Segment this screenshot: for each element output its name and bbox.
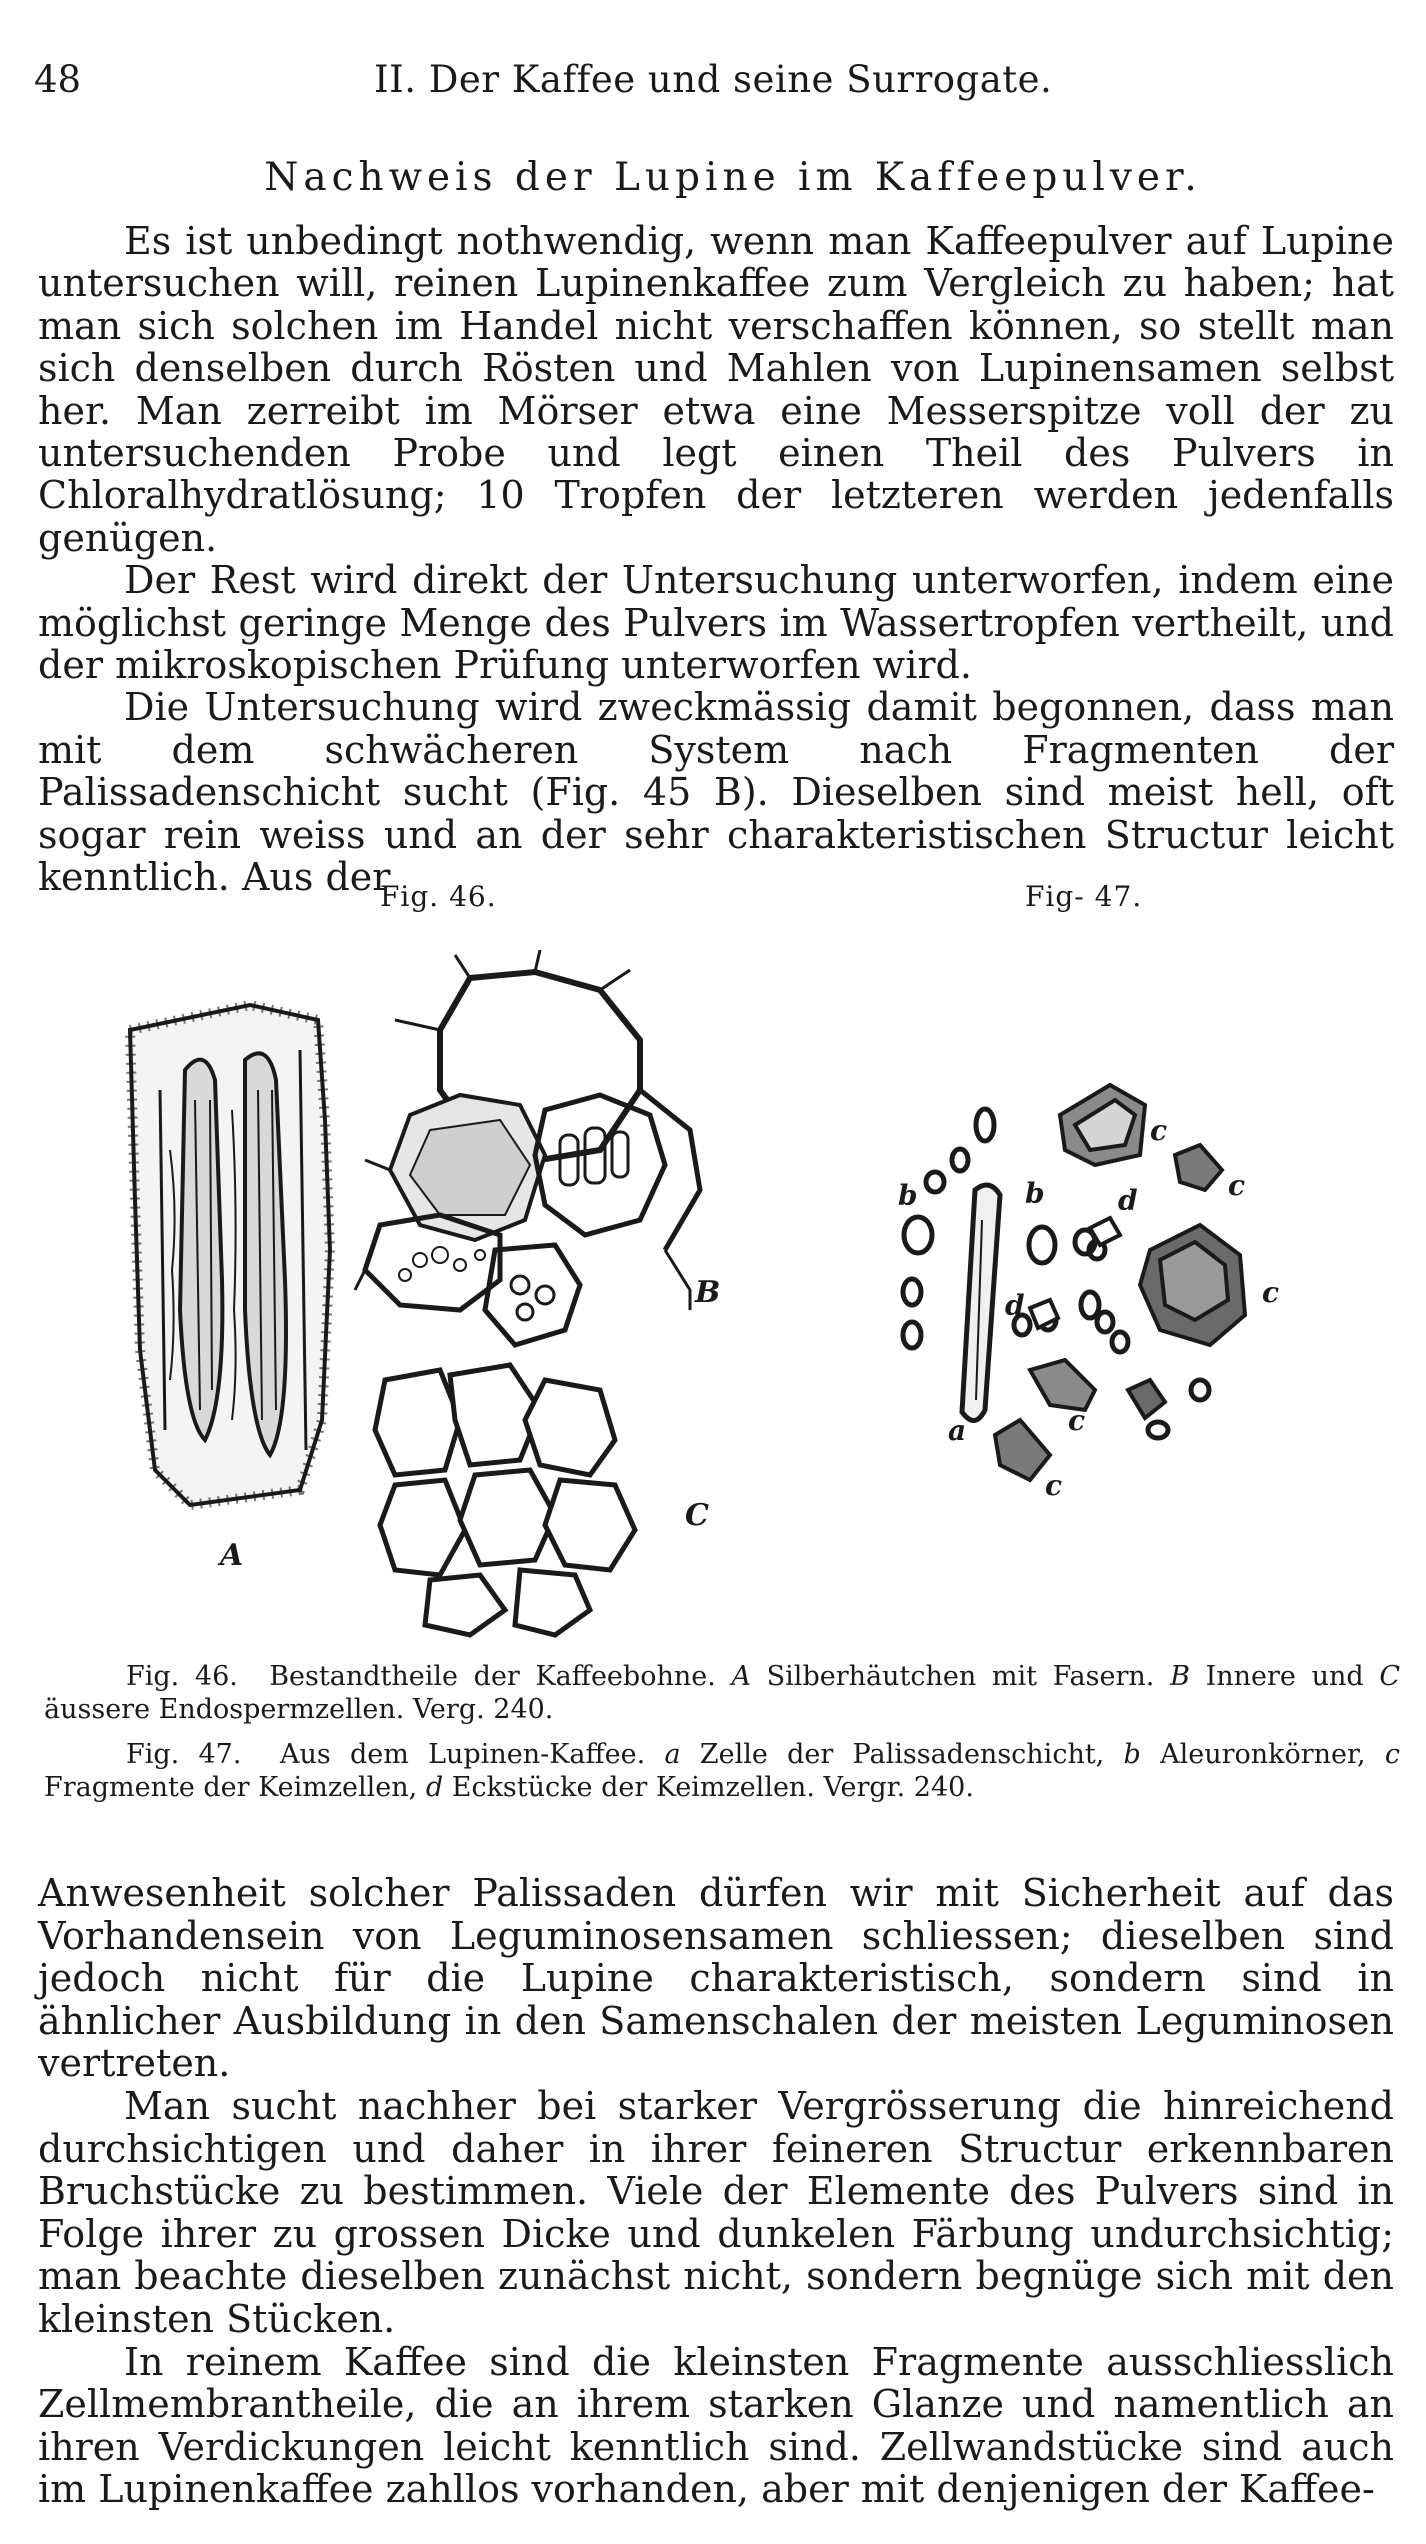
figure-47-letter-d: d <box>1118 1184 1138 1217</box>
figure-47-letter-c: c <box>1068 1404 1086 1437</box>
figure-46-part-c-drawing <box>375 1365 635 1635</box>
paragraph: Der Rest wird direkt der Untersuchung unterworfen, indem eine möglichst geringe Menge des Pulvers im Wassertropfen vertheilt, und der mikroskopischen Prüfung unterworfen wird. <box>38 558 1394 688</box>
section-title: Nachweis der Lupine im Kaffeepulver. <box>264 155 1202 200</box>
caption-text: Fragmente der Keimzellen, <box>44 1772 418 1803</box>
figure-46-label: Fig. 46. <box>380 880 497 913</box>
paragraph: Man sucht nachher bei starker Vergrösserung die hinreichend durchsichtigen und daher in ihrer feineren Structur erkennbaren Bruchstücke zu bestimmen. Viele der Elemente des Pulvers sind in Folge ihrer zu grossen Dicke und dunkelen Färbung undurchsichtig; man beachte dieselben zunächst nicht, sondern begnüge sich mit den kleinsten Stücken. <box>38 2083 1394 2341</box>
caption-letter: c <box>1384 1739 1400 1770</box>
caption-text: Eckstücke der Keimzellen. Vergr. 240. <box>451 1772 974 1803</box>
figure-47-letter-d: d <box>1005 1289 1025 1322</box>
body-text-bottom <box>38 1872 1394 2511</box>
caption-letter: A <box>731 1661 751 1692</box>
caption-letter: d <box>425 1772 444 1803</box>
page-header <box>34 58 1392 110</box>
figure-46-letter-c: C <box>685 1498 709 1533</box>
figure-46-part-a-drawing <box>130 1005 330 1505</box>
caption-text: Aus dem Lupinen-Kaffee. <box>279 1739 646 1770</box>
caption-text: Zelle der Palissadenschicht, <box>699 1739 1105 1770</box>
figure-47 <box>898 1085 1279 1502</box>
figures-illustration <box>0 950 1426 1640</box>
figure-47-letter-c: c <box>1228 1169 1246 1202</box>
figure-47-caption <box>44 1738 1400 1804</box>
figure-47-letter-b: b <box>898 1179 918 1212</box>
figure-47-letter-c: c <box>1262 1276 1280 1309</box>
caption-text: Aleuronkörner, <box>1160 1739 1366 1770</box>
page-number: 48 <box>34 58 82 101</box>
caption-letter: a <box>664 1739 681 1770</box>
paragraph: Die Untersuchung wird zweckmässig damit begonnen, dass man mit dem schwächeren System nach Fragmenten der Palissadenschicht sucht (Fig. 45 B). Dieselben sind meist hell, oft sogar rein weiss und an der sehr charakteristischen Structur leicht kenntlich. Aus der <box>38 685 1394 900</box>
caption-lead: Fig. 47. <box>126 1739 242 1770</box>
figure-47-letter-c: c <box>1150 1114 1168 1147</box>
figure-47-letter-b: b <box>1025 1177 1045 1210</box>
figure-46-caption <box>44 1660 1400 1726</box>
figure-47-letter-a: a <box>948 1414 967 1447</box>
figure-47-palisade-cell <box>962 1185 1000 1420</box>
figure-46 <box>130 950 720 1635</box>
caption-lead: Fig. 46. <box>126 1661 238 1692</box>
caption-text: Silberhäutchen mit Fasern. <box>766 1661 1155 1692</box>
caption-text: äussere Endospermzellen. Verg. 240. <box>44 1694 554 1725</box>
figure-47-label: Fig- 47. <box>1025 880 1143 913</box>
caption-text: Innere und <box>1205 1661 1364 1692</box>
figure-46-part-b-drawing <box>355 950 700 1345</box>
paragraph: In reinem Kaffee sind die kleinsten Fragmente ausschliesslich Zellmembrantheile, die an ihrem starken Glanze und namentlich an ihren Verdickungen leicht kenntlich sind. Zellwandstücke sind auch im Lupinenkaffee zahllos vorhanden, aber mit denjenigen der Kaffee- <box>38 2339 1394 2512</box>
figure-47-letter-c: c <box>1045 1469 1063 1502</box>
figure-46-letter-a: A <box>220 1538 244 1573</box>
paragraph: Anwesenheit solcher Palissaden dürfen wir mit Sicherheit auf das Vorhandensein von Leguminosensamen schliessen; dieselben sind jedoch nicht für die Lupine charakteristisch, sondern sind in ähnlicher Ausbildung in den Samenschalen der meisten Leguminosen vertreten. <box>38 1871 1394 2086</box>
caption-text: Bestandtheile der Kaffeebohne. <box>269 1661 716 1692</box>
caption-letter: C <box>1379 1661 1400 1692</box>
body-text-top <box>38 220 1394 899</box>
running-head: II. Der Kaffee und seine Surrogate. <box>374 58 1053 101</box>
caption-letter: b <box>1123 1739 1141 1770</box>
paragraph: Es ist unbedingt nothwendig, wenn man Kaffeepulver auf Lupine untersuchen will, reinen Lupinenkaffee zum Vergleich zu haben; hat man sich solchen im Handel nicht verschaffen können, so stellt man sich denselben durch Rösten und Mahlen von Lupinensamen selbst her. Man zerreibt im Mörser etwa eine Messerspitze voll der zu untersuchenden Probe und legt einen Theil des Pulvers in Chloralhydratlösung; 10 Tropfen der letzteren werden jedenfalls genügen. <box>38 219 1394 560</box>
figure-46-letter-b: B <box>695 1275 721 1310</box>
caption-letter: B <box>1170 1661 1190 1692</box>
figure-47-cell-fragments <box>995 1085 1245 1480</box>
